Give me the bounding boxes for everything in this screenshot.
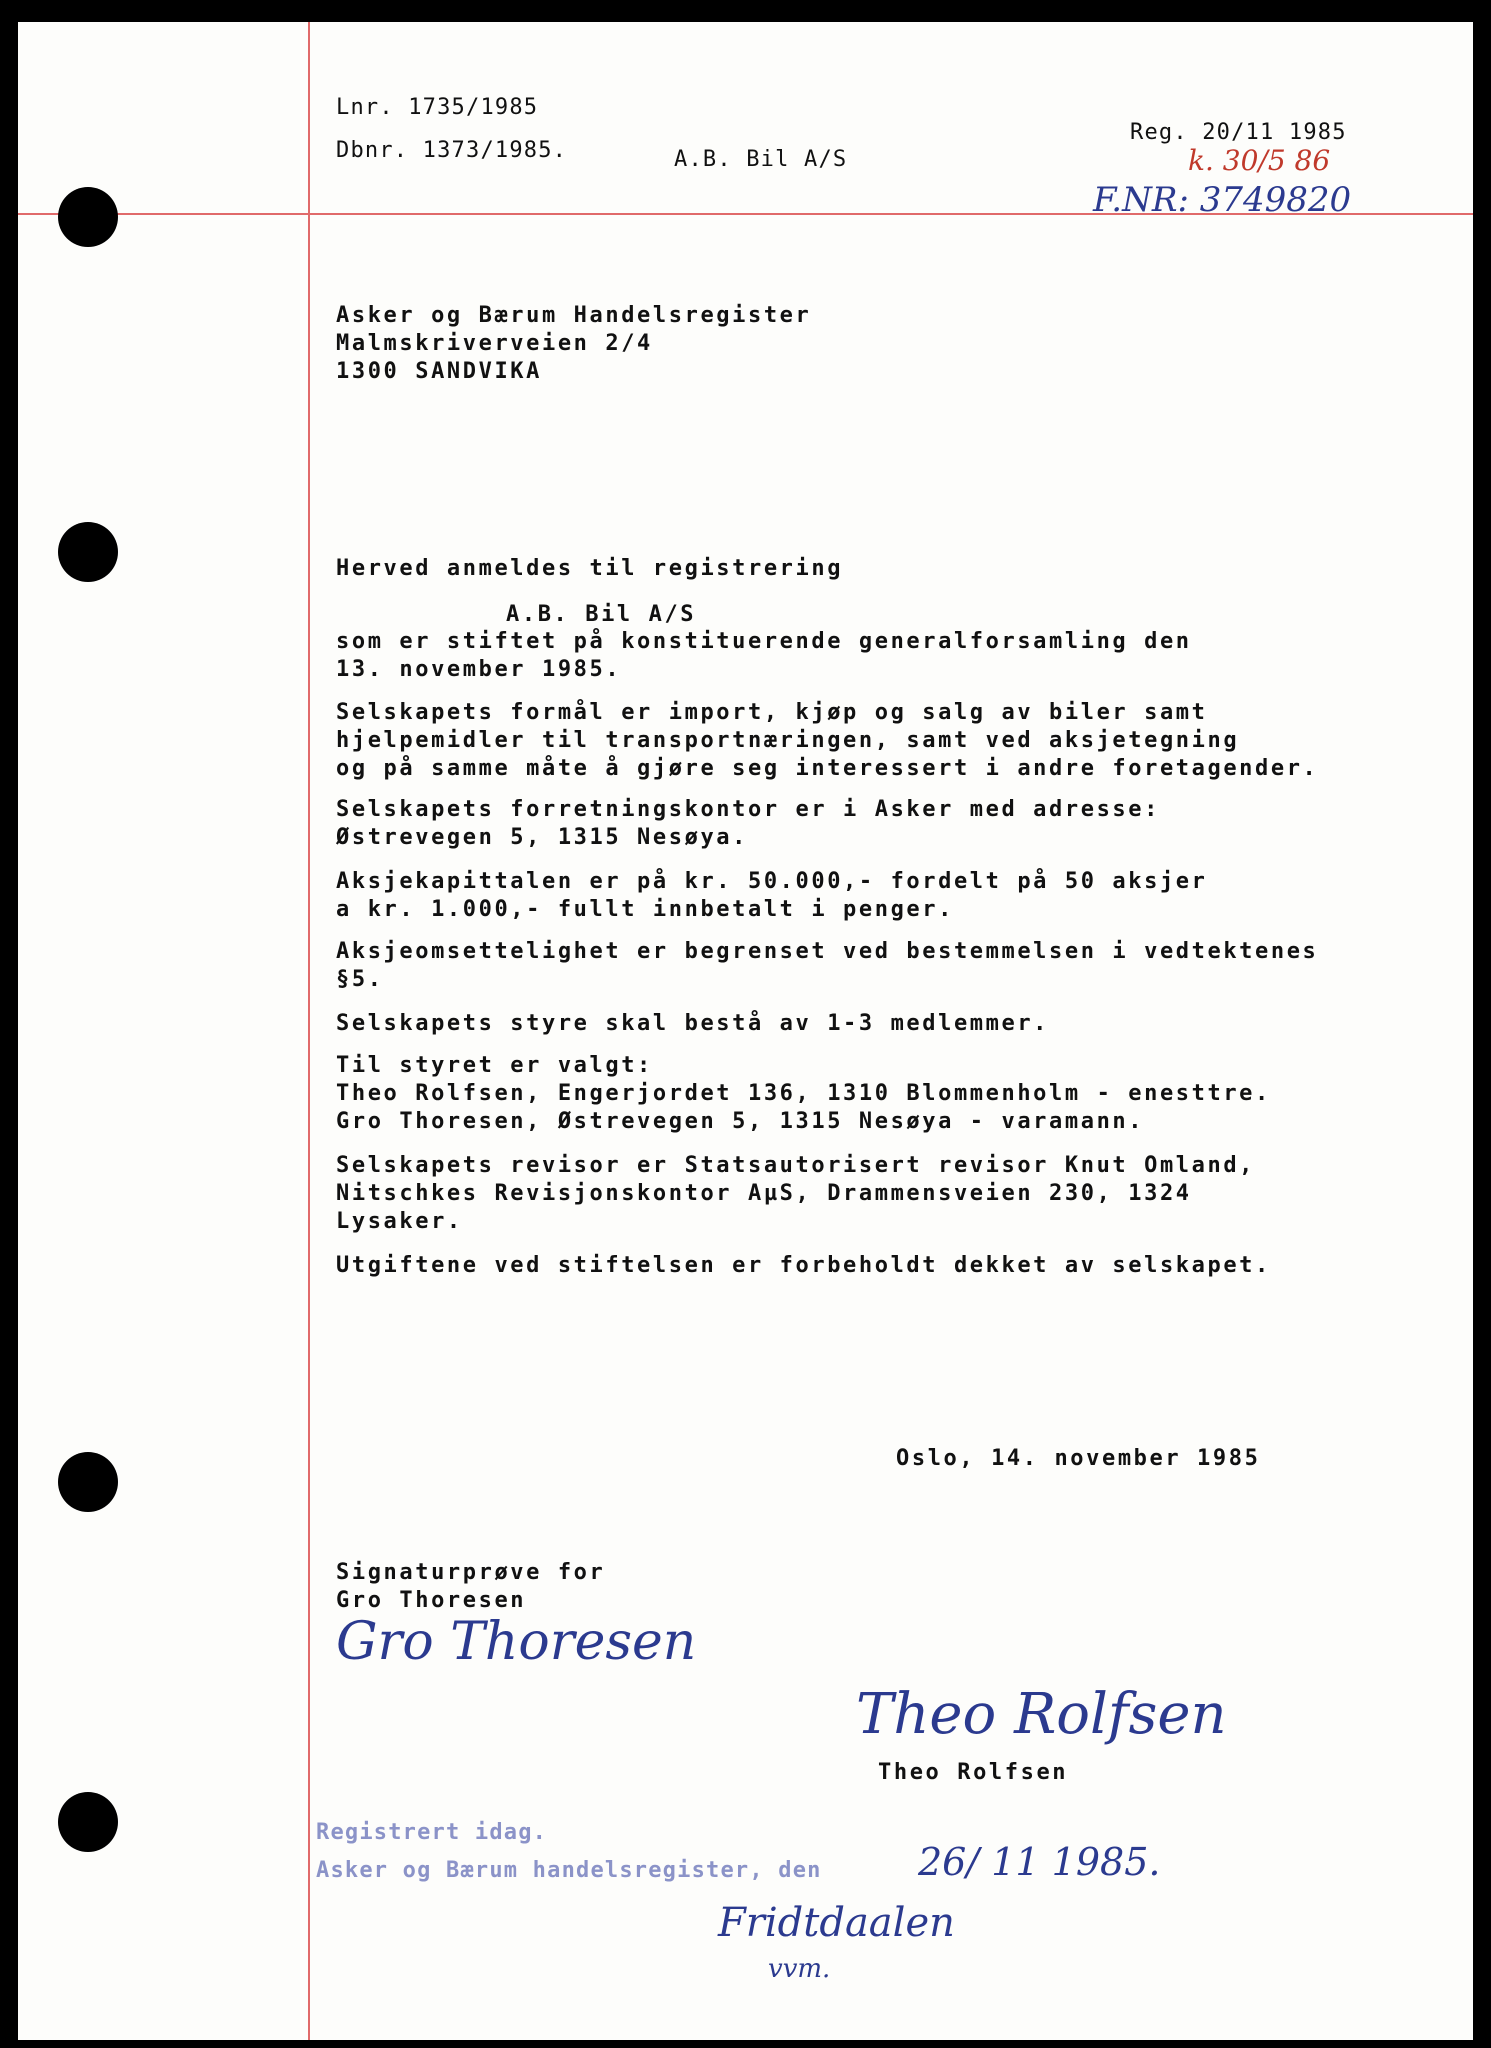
signature-proof-name: Gro Thoresen bbox=[336, 1588, 527, 1613]
recipient-line-2: Malmskriverveien 2/4 bbox=[336, 331, 653, 356]
body-line: Selskapets revisor er Statsautorisert revisor Knut Omland, bbox=[336, 1153, 1256, 1178]
body-line: 13. november 1985. bbox=[336, 657, 622, 682]
body-line: Aksjekapittalen er på kr. 50.000,- fordelt på 50 aksjer bbox=[336, 869, 1208, 894]
body-line: Østrevegen 5, 1315 Nesøya. bbox=[336, 825, 748, 850]
margin-rule-vertical bbox=[308, 22, 310, 2040]
handwritten-date-red: k. 30/5 86 bbox=[1188, 144, 1331, 177]
handwritten-registration-date: 26/ 11 1985. bbox=[918, 1840, 1161, 1884]
punch-hole-icon bbox=[58, 1452, 118, 1512]
document-page bbox=[18, 22, 1473, 2040]
body-line: Nitschkes Revisjonskontor AµS, Drammensveien 230, 1324 bbox=[336, 1181, 1192, 1206]
body-line: Gro Thoresen, Østrevegen 5, 1315 Nesøya - varamann. bbox=[336, 1109, 1145, 1134]
handwritten-fnr: F.NR: 3749820 bbox=[1093, 180, 1352, 220]
registrar-signature-suffix: vvm. bbox=[768, 1954, 831, 1984]
signer-name: Theo Rolfsen bbox=[878, 1760, 1069, 1785]
signature-gro-thoresen: Gro Thoresen bbox=[336, 1612, 697, 1672]
registration-stamp-line-2: Asker og Bærum handelsregister, den bbox=[316, 1858, 822, 1883]
recipient-line-3: 1300 SANDVIKA bbox=[336, 359, 542, 384]
body-line: §5. bbox=[336, 967, 384, 992]
registrar-signature: Fridtdaalen bbox=[718, 1900, 955, 1946]
header-company: A.B. Bil A/S bbox=[674, 147, 848, 172]
body-line: a kr. 1.000,- fullt innbetalt i penger. bbox=[336, 897, 954, 922]
body-line: som er stiftet på konstituerende generalforsamling den bbox=[336, 629, 1192, 654]
signature-proof-label: Signaturprøve for bbox=[336, 1560, 606, 1585]
reg-date: Reg. 20/11 1985 bbox=[1130, 120, 1347, 145]
punch-hole-icon bbox=[58, 187, 118, 247]
body-line: Til styret er valgt: bbox=[336, 1053, 653, 1078]
body-line: Theo Rolfsen, Engerjordet 136, 1310 Blommenholm - enesttre. bbox=[336, 1081, 1271, 1106]
body-line: Selskapets forretningskontor er i Asker med adresse: bbox=[336, 797, 1160, 822]
body-line: Lysaker. bbox=[336, 1209, 463, 1234]
punch-hole-icon bbox=[58, 522, 118, 582]
body-company-name: A.B. Bil A/S bbox=[506, 602, 697, 627]
registration-stamp-line-1: Registrert idag. bbox=[316, 1820, 548, 1845]
body-line: hjelpemidler til transportnæringen, samt ved aksjetegning bbox=[336, 728, 1240, 753]
body-line: Herved anmeldes til registrering bbox=[336, 556, 844, 581]
lnr-number: Lnr. 1735/1985 bbox=[336, 95, 539, 120]
place-date: Oslo, 14. november 1985 bbox=[896, 1446, 1261, 1471]
recipient-line-1: Asker og Bærum Handelsregister bbox=[336, 303, 812, 328]
body-line: Aksjeomsettelighet er begrenset ved bestemmelsen i vedtektenes bbox=[336, 939, 1319, 964]
dbnr-number: Dbnr. 1373/1985. bbox=[336, 138, 568, 163]
body-line: og på samme måte å gjøre seg interessert i andre foretagender. bbox=[336, 756, 1319, 781]
body-line: Selskapets styre skal bestå av 1-3 medlemmer. bbox=[336, 1011, 1050, 1036]
signature-theo-rolfsen: Theo Rolfsen bbox=[856, 1682, 1227, 1747]
punch-hole-icon bbox=[58, 1792, 118, 1852]
body-line: Utgiftene ved stiftelsen er forbeholdt dekket av selskapet. bbox=[336, 1253, 1271, 1278]
body-line: Selskapets formål er import, kjøp og salg av biler samt bbox=[336, 700, 1208, 725]
